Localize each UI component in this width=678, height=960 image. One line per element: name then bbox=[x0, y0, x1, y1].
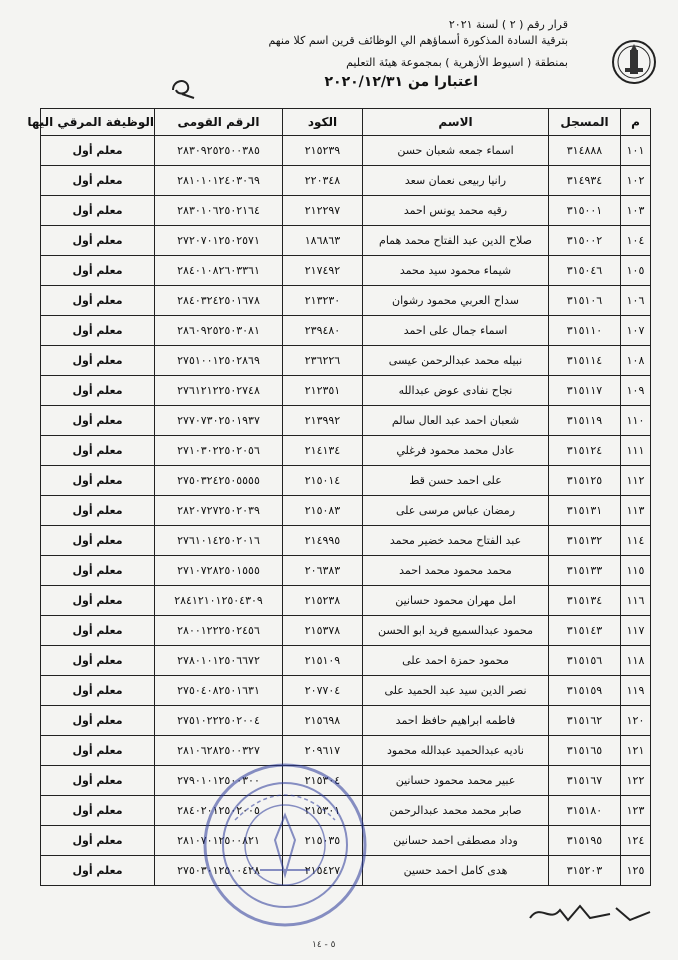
cell-registry: ٣١٥١٣٤ bbox=[549, 586, 621, 616]
cell-national-id: ٢٨٦٠٩٢٥٢٥٠٣٠٨١ bbox=[155, 316, 283, 346]
cell-national-id: ٢٧٨٠١٠١٢٥٠٦٦٧٢ bbox=[155, 646, 283, 676]
table-row bbox=[41, 226, 651, 256]
cell-registry: ٣١٥١١٤ bbox=[549, 346, 621, 376]
cell-name: وداد مصطفى احمد حسانين bbox=[363, 826, 549, 856]
cell-name: نبيله محمد عبدالرحمن عيسى bbox=[363, 346, 549, 376]
cell-code: ٢١٤٩٩٥ bbox=[283, 526, 363, 556]
cell-position: معلم أول bbox=[41, 496, 155, 526]
cell-position: معلم أول bbox=[41, 796, 155, 826]
cell-name: شيماء محمود سيد محمد bbox=[363, 256, 549, 286]
table-row bbox=[41, 316, 651, 346]
table-row bbox=[41, 706, 651, 736]
cell-index: ١٢٥ bbox=[621, 856, 651, 886]
cell-code: ٢١٢٢٩٧ bbox=[283, 196, 363, 226]
table-row bbox=[41, 676, 651, 706]
table-row bbox=[41, 526, 651, 556]
cell-position: معلم أول bbox=[41, 256, 155, 286]
cell-code: ٢١٥٢٣٩ bbox=[283, 136, 363, 166]
cell-code: ٢١٥٤٢٧ bbox=[283, 856, 363, 886]
cell-index: ١٠٤ bbox=[621, 226, 651, 256]
table-row bbox=[41, 196, 651, 226]
cell-name: اسماء جمال على احمد bbox=[363, 316, 549, 346]
col-header-name: الاسم bbox=[363, 109, 549, 136]
cell-code: ٢١٥٦٩٨ bbox=[283, 706, 363, 736]
cell-position: معلم أول bbox=[41, 316, 155, 346]
cell-code: ٢١٥٣٠٤ bbox=[283, 766, 363, 796]
cell-registry: ٣١٥١٦٢ bbox=[549, 706, 621, 736]
cell-code: ٢٣٦٢٢٦ bbox=[283, 346, 363, 376]
cell-registry: ٣١٤٩٣٤ bbox=[549, 166, 621, 196]
table-row bbox=[41, 286, 651, 316]
cell-national-id: ٢٨٤٠٢٠١٢٥٠٢٠٠٥ bbox=[155, 796, 283, 826]
cell-code: ٢١٧٤٩٢ bbox=[283, 256, 363, 286]
cell-national-id: ٢٧١٠٣٠٢٢٥٠٢٠٥٦ bbox=[155, 436, 283, 466]
cell-name: عبير محمد محمود حسانين bbox=[363, 766, 549, 796]
cell-national-id: ٢٨٤١٢١٠١٢٥٠٤٣٠٩ bbox=[155, 586, 283, 616]
cell-index: ١٠٩ bbox=[621, 376, 651, 406]
cell-position: معلم أول bbox=[41, 226, 155, 256]
azhar-logo-icon bbox=[610, 38, 658, 86]
cell-code: ١٨٦٨٦٣ bbox=[283, 226, 363, 256]
cell-national-id: ٢٧٢٠٧٠١٢٥٠٢٥٧١ bbox=[155, 226, 283, 256]
cell-national-id: ٢٨٣٠١٠٦٢٥٠٢١٦٤ bbox=[155, 196, 283, 226]
cell-national-id: ٢٨٠٠١٢٢٢٥٠٢٤٥٦ bbox=[155, 616, 283, 646]
table-row bbox=[41, 136, 651, 166]
cell-position: معلم أول bbox=[41, 286, 155, 316]
cell-code: ٢١٥١٠٩ bbox=[283, 646, 363, 676]
cell-position: معلم أول bbox=[41, 556, 155, 586]
cell-index: ١١٤ bbox=[621, 526, 651, 556]
official-stamp-icon bbox=[200, 760, 370, 930]
cell-position: معلم أول bbox=[41, 196, 155, 226]
cell-position: معلم أول bbox=[41, 826, 155, 856]
cell-registry: ٣١٥١٥٦ bbox=[549, 646, 621, 676]
cell-position: معلم أول bbox=[41, 376, 155, 406]
cell-registry: ٣١٥١٢٥ bbox=[549, 466, 621, 496]
col-header-position: الوظيفة المرقي اليها bbox=[41, 109, 155, 136]
table-row bbox=[41, 436, 651, 466]
cell-code: ٢٠٦٣٨٣ bbox=[283, 556, 363, 586]
cell-registry: ٣١٥١٢٤ bbox=[549, 436, 621, 466]
cell-national-id: ٢٨٤٠٣٢٤٢٥٠١٦٧٨ bbox=[155, 286, 283, 316]
cell-registry: ٣١٥١٦٧ bbox=[549, 766, 621, 796]
cell-name: فاطمه ابراهيم حافظ احمد bbox=[363, 706, 549, 736]
signature-icon bbox=[520, 898, 660, 928]
cell-registry: ٣١٥١١٩ bbox=[549, 406, 621, 436]
cell-name: صلاح الدين عبد الفتاح محمد همام bbox=[363, 226, 549, 256]
cell-code: ٢٣٩٤٨٠ bbox=[283, 316, 363, 346]
cell-national-id: ٢٧٦١٠١٤٢٥٠٢٠١٦ bbox=[155, 526, 283, 556]
cell-national-id: ٢٧٩٠١٠١٢٥٠٠٣٠٠ bbox=[155, 766, 283, 796]
cell-index: ١٠٢ bbox=[621, 166, 651, 196]
cell-registry: ٣١٥١٣١ bbox=[549, 496, 621, 526]
cell-national-id: ٢٧٧٠٧٣٠٢٥٠١٩٣٧ bbox=[155, 406, 283, 436]
cell-registry: ٣١٥١٨٠ bbox=[549, 796, 621, 826]
cell-registry: ٣١٥١٥٩ bbox=[549, 676, 621, 706]
cell-name: صابر محمد محمد عبدالرحمن bbox=[363, 796, 549, 826]
cell-code: ٢١٥٠١٤ bbox=[283, 466, 363, 496]
cell-registry: ٣١٥١٤٣ bbox=[549, 616, 621, 646]
cell-national-id: ٢٧٥٠٣٠١٢٥٠٠٤٢٨ bbox=[155, 856, 283, 886]
table-row bbox=[41, 556, 651, 586]
cell-position: معلم أول bbox=[41, 616, 155, 646]
cell-code: ٢١٤١٣٤ bbox=[283, 436, 363, 466]
cell-position: معلم أول bbox=[41, 136, 155, 166]
cell-index: ١٠٥ bbox=[621, 256, 651, 286]
table-row bbox=[41, 376, 651, 406]
cell-name: محمود حمزة احمد على bbox=[363, 646, 549, 676]
cell-position: معلم أول bbox=[41, 406, 155, 436]
cell-index: ١٠١ bbox=[621, 136, 651, 166]
cell-name: رانيا ربيعى نعمان سعد bbox=[363, 166, 549, 196]
cell-national-id: ٢٧٥٠٤٠٨٢٥٠١٦٣١ bbox=[155, 676, 283, 706]
table-row bbox=[41, 586, 651, 616]
cell-national-id: ٢٨٣٠٩٢٥٢٥٠٠٣٨٥ bbox=[155, 136, 283, 166]
cell-index: ١٢٤ bbox=[621, 826, 651, 856]
cell-index: ١٢١ bbox=[621, 736, 651, 766]
cell-position: معلم أول bbox=[41, 526, 155, 556]
cell-national-id: ٢٧٥١٠٢٢٢٥٠٢٠٠٤ bbox=[155, 706, 283, 736]
cell-name: رمضان عباس مرسى على bbox=[363, 496, 549, 526]
cell-code: ٢٠٩٦١٧ bbox=[283, 736, 363, 766]
table-row bbox=[41, 646, 651, 676]
cell-name: عادل محمد محمود فرغلي bbox=[363, 436, 549, 466]
cell-national-id: ٢٨١٠١٠١٢٤٠٣٠٦٩ bbox=[155, 166, 283, 196]
cell-code: ٢٠٧٧٠٤ bbox=[283, 676, 363, 706]
cell-name: نصر الدين سيد عبد الحميد على bbox=[363, 676, 549, 706]
cell-index: ١١٦ bbox=[621, 586, 651, 616]
cell-registry: ٣١٥١٠٦ bbox=[549, 286, 621, 316]
cell-index: ١١٠ bbox=[621, 406, 651, 436]
cell-national-id: ٢٧١٠٧٢٨٢٥٠١٥٥٥ bbox=[155, 556, 283, 586]
cell-name: على احمد حسن قط bbox=[363, 466, 549, 496]
cell-index: ١٠٨ bbox=[621, 346, 651, 376]
table-row bbox=[41, 346, 651, 376]
cell-registry: ٣١٥٠٠١ bbox=[549, 196, 621, 226]
cell-registry: ٣١٥١١٠ bbox=[549, 316, 621, 346]
cell-registry: ٣١٥٢٠٣ bbox=[549, 856, 621, 886]
cell-name: شعبان احمد عبد العال سالم bbox=[363, 406, 549, 436]
cell-index: ١١٥ bbox=[621, 556, 651, 586]
table-header-row bbox=[41, 109, 651, 136]
document-header bbox=[0, 20, 678, 110]
cell-national-id: ٢٨١٠٦٢٨٢٥٠٠٣٢٧ bbox=[155, 736, 283, 766]
cell-name: رقيه محمد يونس احمد bbox=[363, 196, 549, 226]
cell-code: ٢١٣٩٩٢ bbox=[283, 406, 363, 436]
table-row bbox=[41, 406, 651, 436]
cell-position: معلم أول bbox=[41, 856, 155, 886]
cell-code: ٢١٥٢٣٨ bbox=[283, 586, 363, 616]
cell-position: معلم أول bbox=[41, 766, 155, 796]
cell-code: ٢٢٠٣٤٨ bbox=[283, 166, 363, 196]
cell-registry: ٣١٥١١٧ bbox=[549, 376, 621, 406]
cell-index: ١٢٠ bbox=[621, 706, 651, 736]
cell-position: معلم أول bbox=[41, 646, 155, 676]
cell-code: ٢١٣٢٣٠ bbox=[283, 286, 363, 316]
table-row bbox=[41, 466, 651, 496]
cell-national-id: ٢٨١٠٧٠١٢٥٠٠٨٢١ bbox=[155, 826, 283, 856]
cell-name: سداح العربي محمود رشوان bbox=[363, 286, 549, 316]
cell-registry: ٣١٥١٩٥ bbox=[549, 826, 621, 856]
decision-number: قرار رقم ( ٢ ) لسنة ٢٠٢١ bbox=[448, 18, 568, 31]
cell-code: ٢١٥٠٨٣ bbox=[283, 496, 363, 526]
cell-position: معلم أول bbox=[41, 736, 155, 766]
cell-registry: ٣١٥١٣٢ bbox=[549, 526, 621, 556]
cell-name: امل مهران محمود حسانين bbox=[363, 586, 549, 616]
cell-registry: ٣١٥١٦٥ bbox=[549, 736, 621, 766]
table-row bbox=[41, 256, 651, 286]
region-line: بمنطقة ( اسيوط الأزهرية ) بمجموعة هيئة التعليم bbox=[346, 56, 568, 69]
cell-index: ١٠٦ bbox=[621, 286, 651, 316]
cell-index: ١١٩ bbox=[621, 676, 651, 706]
cell-registry: ٣١٥٠٤٦ bbox=[549, 256, 621, 286]
cell-code: ٢١٢٣٥١ bbox=[283, 376, 363, 406]
cell-national-id: ٢٨٤٠١٠٨٢٦٠٣٣٦١ bbox=[155, 256, 283, 286]
cell-name: هدى كامل احمد حسين bbox=[363, 856, 549, 886]
cell-name: محمود عبدالسميع فريد ابو الحسن bbox=[363, 616, 549, 646]
page-number: ٥ - ١٤ bbox=[312, 940, 336, 950]
col-header-index: م bbox=[621, 109, 651, 136]
cell-index: ١١٧ bbox=[621, 616, 651, 646]
cell-national-id: ٢٧٦١٢١٢٢٥٠٢٧٤٨ bbox=[155, 376, 283, 406]
cell-national-id: ٢٨٢٠٧٢٧٢٥٠٢٠٣٩ bbox=[155, 496, 283, 526]
cell-name: اسماء جمعه شعبان حسن bbox=[363, 136, 549, 166]
col-header-national-id: الرقم القومى bbox=[155, 109, 283, 136]
cell-national-id: ٢٧٥٠٣٢٤٢٥٠٥٥٥٥ bbox=[155, 466, 283, 496]
cell-index: ١١٨ bbox=[621, 646, 651, 676]
cell-position: معلم أول bbox=[41, 586, 155, 616]
cell-index: ١٠٣ bbox=[621, 196, 651, 226]
cell-index: ١٢٣ bbox=[621, 796, 651, 826]
cell-name: محمد محمود محمد احمد bbox=[363, 556, 549, 586]
handwritten-mark-icon bbox=[168, 72, 198, 102]
cell-registry: ٣١٥١٣٣ bbox=[549, 556, 621, 586]
cell-registry: ٣١٤٨٨٨ bbox=[549, 136, 621, 166]
cell-registry: ٣١٥٠٠٢ bbox=[549, 226, 621, 256]
cell-position: معلم أول bbox=[41, 166, 155, 196]
cell-index: ١٠٧ bbox=[621, 316, 651, 346]
cell-name: ناديه عبدالحميد عبدالله محمود bbox=[363, 736, 549, 766]
cell-position: معلم أول bbox=[41, 346, 155, 376]
col-header-code: الكود bbox=[283, 109, 363, 136]
decision-subject: بترقية السادة المذكورة أسماؤهم الي الوظائف قرين اسم كلا منهم bbox=[268, 34, 568, 47]
cell-code: ٢١٥٠٣٥ bbox=[283, 826, 363, 856]
cell-index: ١١٢ bbox=[621, 466, 651, 496]
cell-name: نجاح نفادى عوض عبدالله bbox=[363, 376, 549, 406]
cell-code: ٢١٥٣٧٨ bbox=[283, 616, 363, 646]
cell-index: ١١٣ bbox=[621, 496, 651, 526]
cell-national-id: ٢٧٥١٠٠١٢٥٠٢٨٦٩ bbox=[155, 346, 283, 376]
table-row bbox=[41, 616, 651, 646]
cell-index: ١١١ bbox=[621, 436, 651, 466]
cell-position: معلم أول bbox=[41, 706, 155, 736]
cell-name: عبد الفتاح محمد خضير محمد bbox=[363, 526, 549, 556]
effective-date: اعتبارا من ٢٠٢٠/١٢/٣١ bbox=[324, 74, 478, 90]
col-header-registry: المسجل bbox=[549, 109, 621, 136]
table-row bbox=[41, 166, 651, 196]
cell-code: ٢١٥٣٠١ bbox=[283, 796, 363, 826]
cell-position: معلم أول bbox=[41, 676, 155, 706]
cell-position: معلم أول bbox=[41, 466, 155, 496]
cell-index: ١٢٢ bbox=[621, 766, 651, 796]
table-row bbox=[41, 496, 651, 526]
cell-position: معلم أول bbox=[41, 436, 155, 466]
